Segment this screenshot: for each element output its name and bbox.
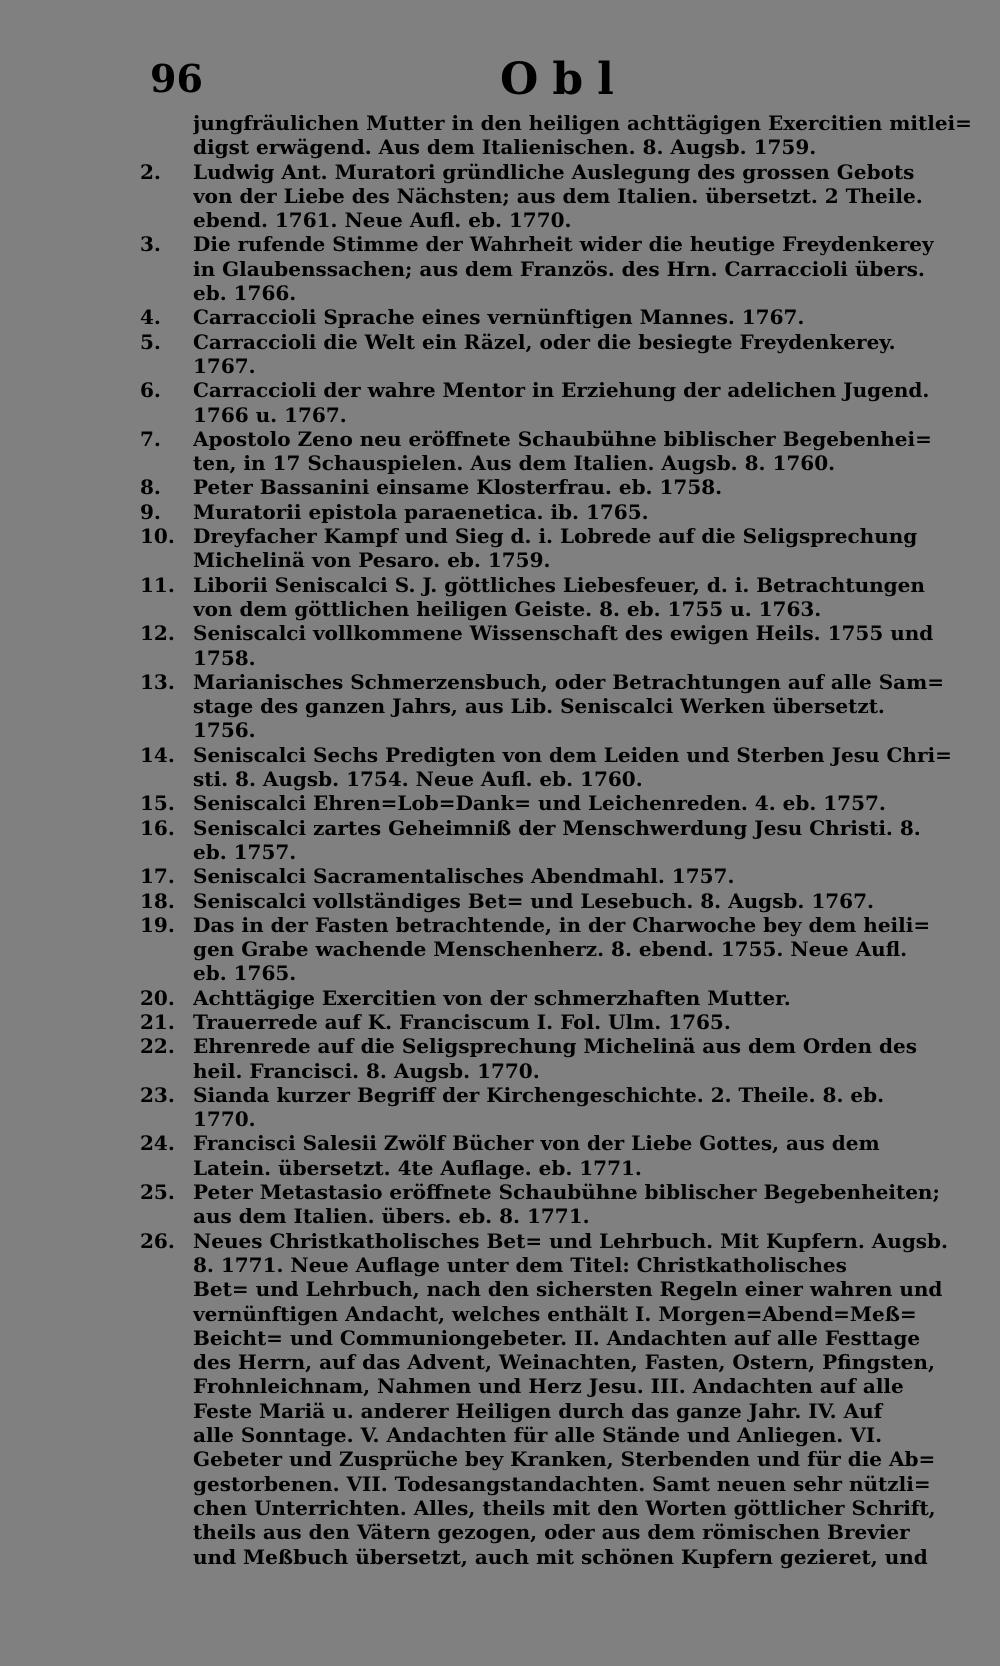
entry-text	[193, 378, 940, 427]
text-line: Francisci Salesii Zwölf Bücher von der Liebe Gottes, aus dem	[193, 1131, 880, 1156]
entry-text	[193, 913, 940, 986]
entry-number: 11.	[140, 572, 175, 597]
bibliography-list	[140, 111, 972, 1569]
bibliography-entry	[140, 913, 940, 986]
bibliography-entry	[140, 1228, 948, 1569]
bibliography-entry	[140, 330, 940, 379]
bibliography-entry	[140, 378, 940, 427]
entry-number: 21.	[140, 1009, 175, 1034]
text-line: heil. Francisci. 8. Augsb. 1770.	[193, 1058, 540, 1083]
text-line: Michelinä von Pesaro. eb. 1759.	[193, 548, 551, 573]
entry-text	[193, 986, 940, 1010]
text-line: in Glaubenssachen; aus dem Französ. des Hrn. Carraccioli übers.	[193, 256, 925, 281]
entry-number: 16.	[140, 815, 175, 840]
bibliography-entry	[140, 986, 940, 1010]
entry-text	[193, 743, 952, 792]
text-line: ebend. 1761. Neue Aufl. eb. 1770.	[193, 208, 572, 233]
entry-text	[193, 864, 940, 888]
text-line: 1758.	[193, 645, 256, 670]
bibliography-entry	[140, 621, 940, 670]
text-line: Seniscalci zartes Geheimniß der Menschwerdung Jesu Christi. 8.	[193, 815, 921, 840]
text-line: und Meßbuch übersetzt, auch mit schönen Kupfern gezieret, und	[193, 1544, 928, 1569]
bibliography-entry	[140, 573, 940, 622]
entry-text	[193, 791, 940, 815]
entry-text	[193, 573, 940, 622]
text-line: Neues Christkatholisches Bet= und Lehrbuch. Mit Kupfern. Augsb.	[193, 1228, 948, 1253]
text-line: Das in der Fasten betrachtende, in der Charwoche bey dem heili=	[193, 912, 931, 937]
entry-text	[193, 1131, 940, 1180]
bibliography-entry	[140, 1010, 940, 1034]
bibliography-entry	[140, 160, 940, 233]
text-line: Muratorii epistola paraenetica. ib. 1765.	[193, 499, 649, 524]
entry-number: 13.	[140, 669, 175, 694]
entry-text	[193, 160, 940, 233]
entry-text	[193, 427, 940, 476]
text-line: digst erwägend. Aus dem Italienischen. 8. Augsb. 1759.	[193, 135, 817, 160]
bibliography-entry	[140, 889, 940, 913]
entry-text	[193, 889, 940, 913]
entry-number: 17.	[140, 864, 175, 889]
text-line: Liborii Seniscalci S. J. göttliches Liebesfeuer, d. i. Betrachtungen	[193, 572, 925, 597]
entry-number: 4.	[140, 305, 161, 330]
text-line: Feste Mariä u. anderer Heiligen durch das ganze Jahr. IV. Auf	[193, 1398, 883, 1423]
text-line: Carraccioli der wahre Mentor in Erziehung der adelichen Jugend.	[193, 378, 930, 403]
entry-text	[193, 1010, 940, 1034]
text-line: vernünftigen Andacht, welches enthält I. Morgen=Abend=Meß=	[193, 1301, 917, 1326]
text-line: Sianda kurzer Begriff der Kirchengeschichte. 2. Theile. 8. eb.	[193, 1082, 885, 1107]
text-line: eb. 1766.	[193, 281, 297, 306]
text-line: eb. 1765.	[193, 961, 297, 986]
bibliography-entry	[140, 791, 940, 815]
entry-number: 18.	[140, 888, 175, 913]
text-line: 8. 1771. Neue Auflage unter dem Titel: Christkatholisches	[193, 1252, 847, 1277]
text-line: eb. 1757.	[193, 839, 297, 864]
text-line: Seniscalci Sacramentalisches Abendmahl. 1757.	[193, 864, 735, 889]
entry-number: 9.	[140, 499, 161, 524]
entry-text	[193, 330, 940, 379]
entry-number: 6.	[140, 378, 161, 403]
bibliography-entry	[140, 1083, 940, 1132]
entry-text	[193, 232, 940, 305]
text-line: Frohnleichnam, Nahmen und Herz Jesu. III. Andachten auf alle	[193, 1374, 904, 1399]
text-line: Peter Metastasio eröffnete Schaubühne biblischer Begebenheiten;	[193, 1180, 940, 1205]
entry-number: 2.	[140, 159, 161, 184]
bibliography-entry	[140, 500, 940, 524]
entry-number: 23.	[140, 1082, 175, 1107]
entry-number: 8.	[140, 475, 161, 500]
text-line: Dreyfacher Kampf und Sieg d. i. Lobrede auf die Seligsprechung	[193, 524, 918, 549]
entry-text	[193, 816, 940, 865]
entry-text	[193, 621, 940, 670]
text-line: Carraccioli Sprache eines vernünftigen Mannes. 1767.	[193, 305, 805, 330]
text-line: Carraccioli die Welt ein Räzel, oder die besiegte Freydenkerey.	[193, 329, 896, 354]
bibliography-entry	[140, 305, 940, 329]
text-line: Ehrenrede auf die Seligsprechung Michelinä aus dem Orden des	[193, 1034, 917, 1059]
entry-number: 25.	[140, 1180, 175, 1205]
text-line: Seniscalci vollkommene Wissenschaft des ewigen Heils. 1755 und	[193, 621, 934, 646]
text-line: gestorbenen. VII. Todesangstandachten. Samt neuen sehr nützli=	[193, 1471, 931, 1496]
text-line: Achttägige Exercitien von der schmerzhaften Mutter.	[193, 985, 791, 1010]
text-line: aus dem Italien. übers. eb. 8. 1771.	[193, 1204, 590, 1229]
text-line: Trauerrede auf K. Franciscum I. Fol. Ulm. 1765.	[193, 1009, 731, 1034]
entry-text	[193, 111, 972, 160]
entry-number: 5.	[140, 329, 161, 354]
text-line: stage des ganzen Jahrs, aus Lib. Seniscalci Werken übersetzt.	[193, 694, 885, 719]
bibliography-entry	[140, 475, 940, 499]
entry-number: 7.	[140, 426, 161, 451]
text-line: Beicht= und Communiongebeter. II. Andachten auf alle Festtage	[193, 1325, 921, 1350]
text-line: 1756.	[193, 718, 256, 743]
text-line: ten, in 17 Schauspielen. Aus dem Italien. Augsb. 8. 1760.	[193, 451, 836, 476]
entry-number: 12.	[140, 621, 175, 646]
text-line: alle Sonntage. V. Andachten für alle Stände und Anliegen. VI.	[193, 1423, 883, 1448]
text-line: Ludwig Ant. Muratori gründliche Auslegung des grossen Gebots	[193, 159, 915, 184]
entry-text	[193, 1229, 948, 1569]
text-line: von dem göttlichen heiligen Geiste. 8. eb. 1755 u. 1763.	[193, 596, 822, 621]
entry-text	[193, 1034, 940, 1083]
text-line: theils aus den Vätern gezogen, oder aus dem römischen Brevier	[193, 1520, 910, 1545]
entry-text	[193, 475, 940, 499]
text-line: von der Liebe des Nächsten; aus dem Italien. übersetzt. 2 Theile.	[193, 183, 923, 208]
entry-text	[193, 1180, 940, 1229]
bibliography-entry	[140, 816, 940, 865]
bibliography-entry	[140, 232, 940, 305]
entry-number: 14.	[140, 742, 175, 767]
entry-text	[193, 500, 940, 524]
text-line: 1767.	[193, 353, 256, 378]
entry-text	[193, 670, 944, 743]
entry-text	[193, 1083, 940, 1132]
bibliography-entry	[140, 864, 940, 888]
text-line: Latein. übersetzt. 4te Auflage. eb. 1771.	[193, 1155, 642, 1180]
text-line: Peter Bassanini einsame Klosterfrau. eb. 1758.	[193, 475, 723, 500]
entry-number: 20.	[140, 985, 175, 1010]
bibliography-entry	[140, 1131, 940, 1180]
text-line: chen Unterrichten. Alles, theils mit den Worten göttlicher Schrift,	[193, 1495, 936, 1520]
text-line: Seniscalci vollständiges Bet= und Lesebuch. 8. Augsb. 1767.	[193, 888, 874, 913]
bibliography-entry	[140, 669, 944, 743]
text-line: sti. 8. Augsb. 1754. Neue Aufl. eb. 1760.	[193, 767, 643, 792]
entry-number: 22.	[140, 1034, 175, 1059]
entry-text	[193, 305, 940, 329]
bibliography-entry	[140, 742, 952, 792]
text-line: Marianisches Schmerzensbuch, oder Betrachtungen auf alle Sam=	[193, 669, 944, 694]
bibliography-entry	[140, 1034, 940, 1083]
running-head: Obl	[500, 54, 628, 105]
text-line: Bet= und Lehrbuch, nach den sichersten Regeln einer wahren und	[193, 1277, 943, 1302]
entry-number: 3.	[140, 232, 161, 257]
text-line: Seniscalci Ehren=Lob=Dank= und Leichenreden. 4. eb. 1757.	[193, 791, 886, 816]
entry-number: 24.	[140, 1131, 175, 1156]
text-line: gen Grabe wachende Menschenherz. 8. ebend. 1755. Neue Aufl.	[193, 937, 908, 962]
entry-number: 10.	[140, 524, 175, 549]
text-line: jungfräulichen Mutter in den heiligen achttägigen Exercitien mitlei=	[193, 111, 972, 135]
entry-text	[193, 524, 940, 573]
entry-number: 19.	[140, 912, 175, 937]
entry-number: 15.	[140, 791, 175, 816]
text-line: Gebeter und Zusprüche bey Kranken, Sterbenden und für die Ab=	[193, 1447, 936, 1472]
bibliography-entry	[140, 524, 940, 573]
bibliography-entry	[140, 111, 972, 160]
text-line: Apostolo Zeno neu eröffnete Schaubühne biblischer Begebenhei=	[193, 426, 932, 451]
bibliography-entry	[140, 1180, 940, 1229]
text-line: Seniscalci Sechs Predigten von dem Leiden und Sterben Jesu Chri=	[193, 742, 952, 767]
page-number: 96	[150, 56, 203, 101]
text-line: des Herrn, auf das Advent, Weinachten, Fasten, Ostern, Pfingsten,	[193, 1350, 935, 1375]
bibliography-entry	[140, 427, 940, 476]
text-line: 1766 u. 1767.	[193, 402, 347, 427]
text-line: Die rufende Stimme der Wahrheit wider die heutige Freydenkerey	[193, 232, 934, 257]
text-line: 1770.	[193, 1107, 256, 1132]
entry-number: 26.	[140, 1228, 175, 1253]
